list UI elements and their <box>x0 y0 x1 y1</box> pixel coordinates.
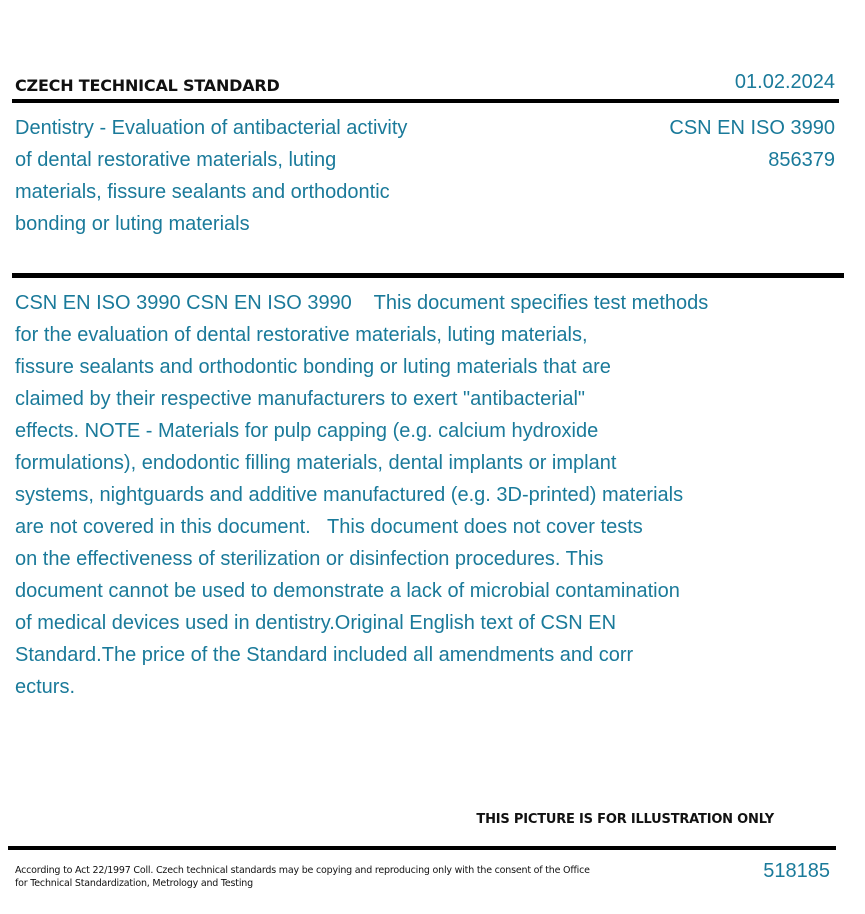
abstract-line: of medical devices used in dentistry.Original English text of CSN EN <box>15 612 617 634</box>
abstract-line: ecturs. <box>15 676 76 698</box>
abstract-line: Standard.The price of the Standard included all amendments and corr <box>15 644 634 666</box>
section-divider <box>12 273 844 278</box>
standard-identifiers <box>669 112 835 176</box>
abstract-line: for the evaluation of dental restorative materials, luting materials, <box>15 324 588 346</box>
footer-divider <box>8 846 836 850</box>
abstract-line: effects. NOTE - Materials for pulp capping (e.g. calcium hydroxide <box>15 420 599 442</box>
abstract-line: on the effectiveness of sterilization or disinfection procedures. This <box>15 548 604 570</box>
title-line: materials, fissure sealants and orthodontic <box>15 181 390 203</box>
title-line: Dentistry - Evaluation of antibacterial activity <box>15 117 408 139</box>
legal-line: According to Act 22/1997 Coll. Czech technical standards may be copying and reproducing only with the consent of the Office <box>15 865 590 876</box>
organization-heading: CZECH TECHNICAL STANDARD <box>15 76 280 95</box>
legal-notice <box>15 864 590 890</box>
legal-line: for Technical Standardization, Metrology and Testing <box>15 878 253 889</box>
abstract-line: claimed by their respective manufacturers to exert "antibacterial" <box>15 388 586 410</box>
abstract-line: CSN EN ISO 3990 CSN EN ISO 3990 This document specifies test methods <box>15 292 709 314</box>
abstract-line: formulations), endodontic filling materials, dental implants or implant <box>15 452 617 474</box>
abstract-line: document cannot be used to demonstrate a lack of microbial contamination <box>15 580 680 602</box>
title-line: bonding or luting materials <box>15 213 250 235</box>
catalog-number: 518185 <box>763 860 830 882</box>
abstract-line: systems, nightguards and additive manufactured (e.g. 3D-printed) materials <box>15 484 684 506</box>
title-line: of dental restorative materials, luting <box>15 149 337 171</box>
standard-designation: CSN EN ISO 3990 <box>669 117 835 139</box>
abstract-line: fissure sealants and orthodontic bonding or luting materials that are <box>15 356 611 378</box>
illustration-disclaimer: THIS PICTURE IS FOR ILLUSTRATION ONLY <box>476 812 774 827</box>
header-divider <box>12 99 839 103</box>
catalog-code: 856379 <box>768 149 835 171</box>
publication-date: 01.02.2024 <box>734 71 835 93</box>
abstract-line: are not covered in this document. This document does not cover tests <box>15 516 643 538</box>
abstract-text <box>15 287 775 703</box>
standard-title <box>15 112 455 240</box>
